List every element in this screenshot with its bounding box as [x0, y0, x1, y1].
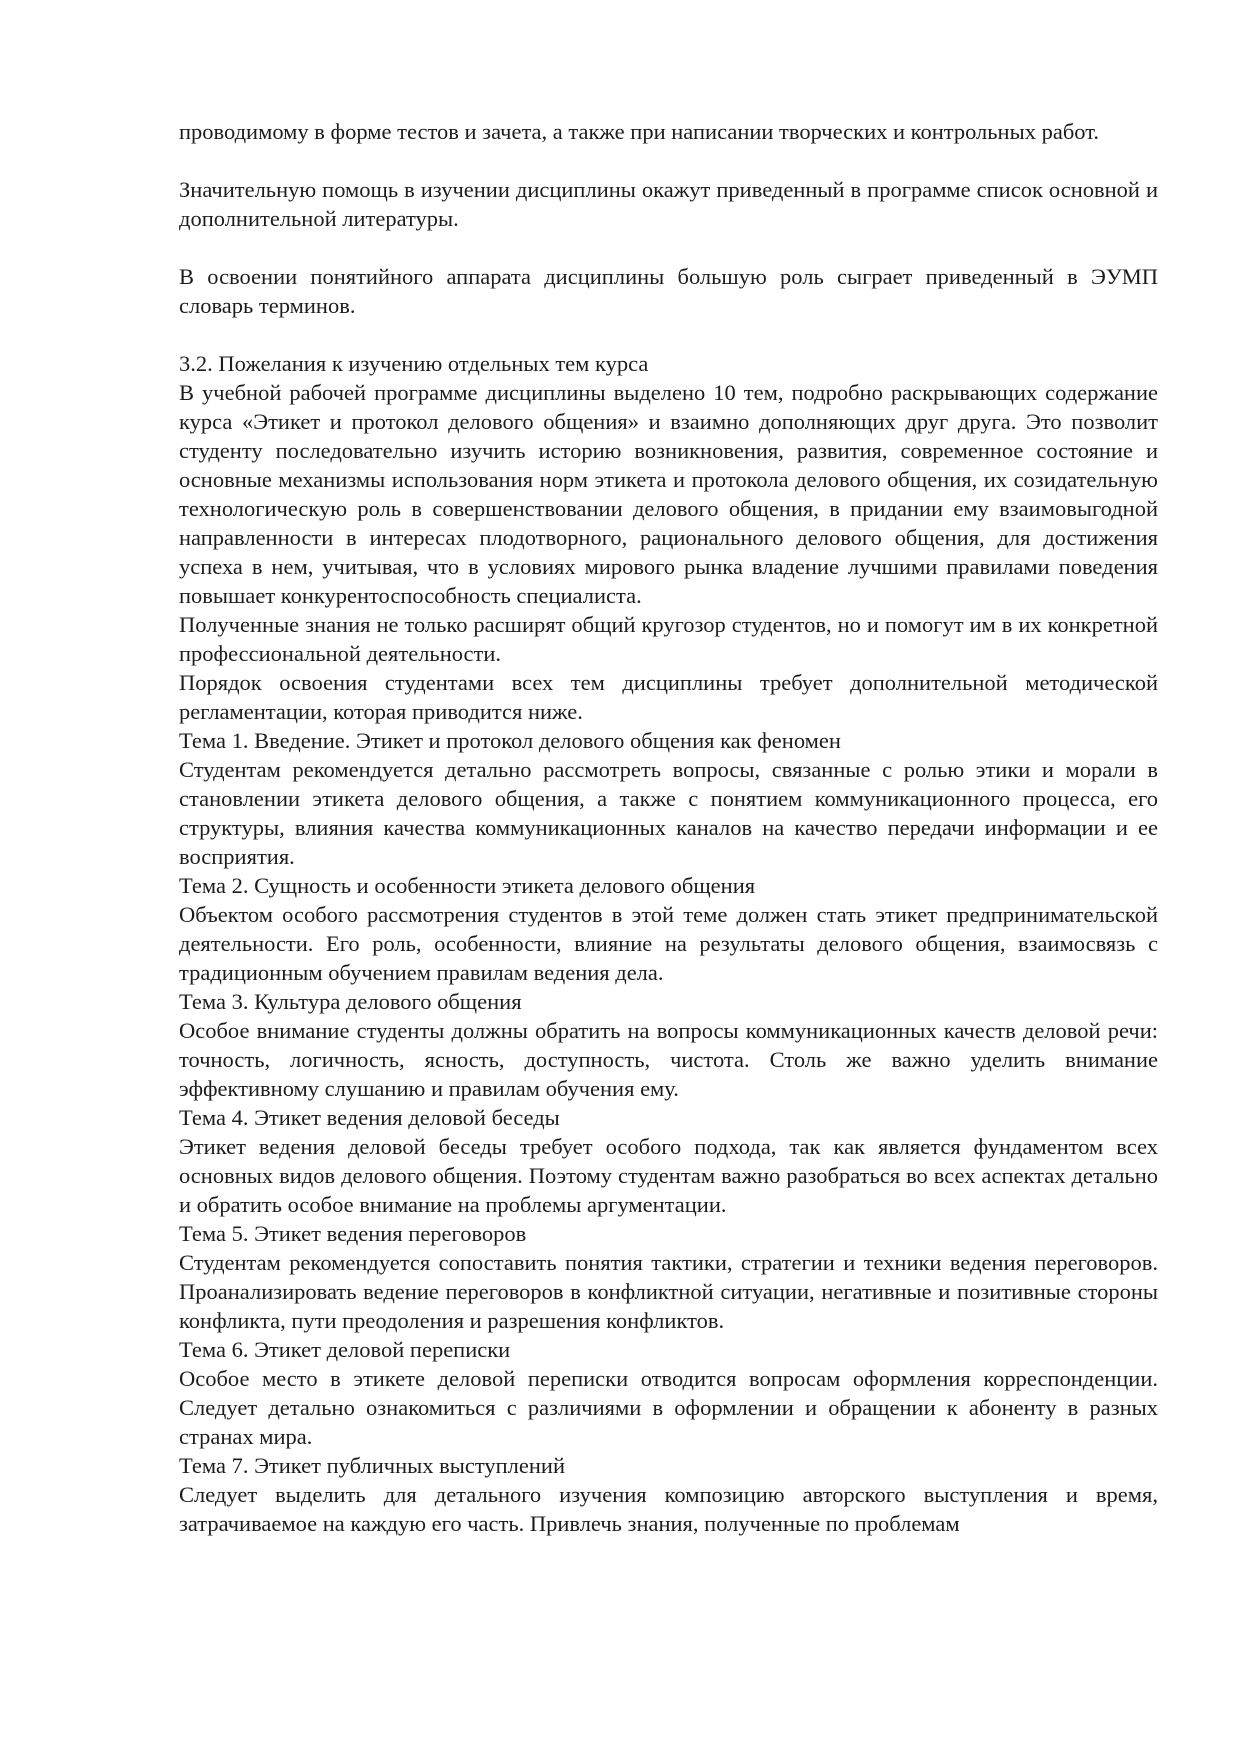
section-heading-3-2: 3.2. Пожелания к изучению отдельных тем курса [179, 351, 649, 376]
topic-body-6: Особое место в этикете деловой переписки отводится вопросам оформления корреспонденции. Следует детально ознакомиться с различиями в оформлении и обращении к абоненту в разных странах мира. [179, 1366, 1158, 1449]
topic-heading-7: Тема 7. Этикет публичных выступлений [179, 1453, 566, 1478]
topic-heading-1: Тема 1. Введение. Этикет и протокол делового общения как феномен [179, 728, 841, 753]
topic-heading-5: Тема 5. Этикет ведения переговоров [179, 1221, 527, 1246]
topic-heading-6: Тема 6. Этикет деловой переписки [179, 1337, 511, 1362]
paragraph-course-topics: В учебной рабочей программе дисциплины выделено 10 тем, подробно раскрывающих содержание курса «Этикет и протокол делового общения» и взаимно дополняющих друг друга. Это позволит студенту последовательно изучить историю возникновения, развития, современное состояние и основные механизмы использования норм этикета и протокола делового общения, их созидательную технологическую роль в совершенствовании делового общения, в придании ему взаимовыгодной направленности в интересах плодотворного, рационального делового общения, для достижения успеха в нем, учитывая, что в условиях мирового рынка владение лучшими правилами поведения повышает конкурентоспособность специалиста. [179, 380, 1158, 608]
topic-body-2: Объектом особого рассмотрения студентов в этой теме должен стать этикет предпринимательской деятельности. Его роль, особенности, влияние на результаты делового общения, взаимосвязь с традиционным обучением правилам ведения дела. [179, 902, 1158, 985]
paragraph-literature: Значительную помощь в изучении дисциплины окажут приведенный в программе список основной и дополнительной литературы. [179, 177, 1158, 231]
topic-heading-4: Тема 4. Этикет ведения деловой беседы [179, 1105, 560, 1130]
paragraph-order: Порядок освоения студентами всех тем дисциплины требует дополнительной методической регламентации, которая приводится ниже. [179, 670, 1158, 724]
topic-body-7: Следует выделить для детального изучения композицию авторского выступления и время, затрачиваемое на каждую его часть. Привлечь знания, полученные по проблемам [179, 1482, 1158, 1536]
topic-body-4: Этикет ведения деловой беседы требует особого подхода, так как является фундаментом всех основных видов делового общения. Поэтому студентам важно разобраться во всех аспектах детально и обратить особое внимание на проблемы аргументации. [179, 1134, 1158, 1217]
topic-body-1: Студентам рекомендуется детально рассмотреть вопросы, связанные с ролью этики и морали в становлении этикета делового общения, а также с понятием коммуникационного процесса, его структуры, влияния качества коммуникационных каналов на качество передачи информации и ее восприятия. [179, 757, 1158, 869]
topic-heading-2: Тема 2. Сущность и особенности этикета делового общения [179, 873, 756, 898]
paragraph-continuation: проводимому в форме тестов и зачета, а также при написании творческих и контрольных работ. [179, 119, 1099, 144]
topic-body-3: Особое внимание студенты должны обратить на вопросы коммуникационных качеств деловой речи: точность, логичность, ясность, доступность, чистота. Столь же важно уделить внимание эффективному слушанию и правилам обучения ему. [179, 1018, 1158, 1101]
paragraph-knowledge: Полученные знания не только расширят общий кругозор студентов, но и помогут им в их конкретной профессиональной деятельности. [179, 612, 1158, 666]
paragraph-glossary: В освоении понятийного аппарата дисциплины большую роль сыграет приведенный в ЭУМП словарь терминов. [179, 264, 1158, 318]
topic-heading-3: Тема 3. Культура делового общения [179, 989, 522, 1014]
topic-body-5: Студентам рекомендуется сопоставить понятия тактики, стратегии и техники ведения переговоров. Проанализировать ведение переговоров в конфликтной ситуации, негативные и позитивные стороны конфликта, пути преодоления и разрешения конфликтов. [179, 1250, 1158, 1333]
